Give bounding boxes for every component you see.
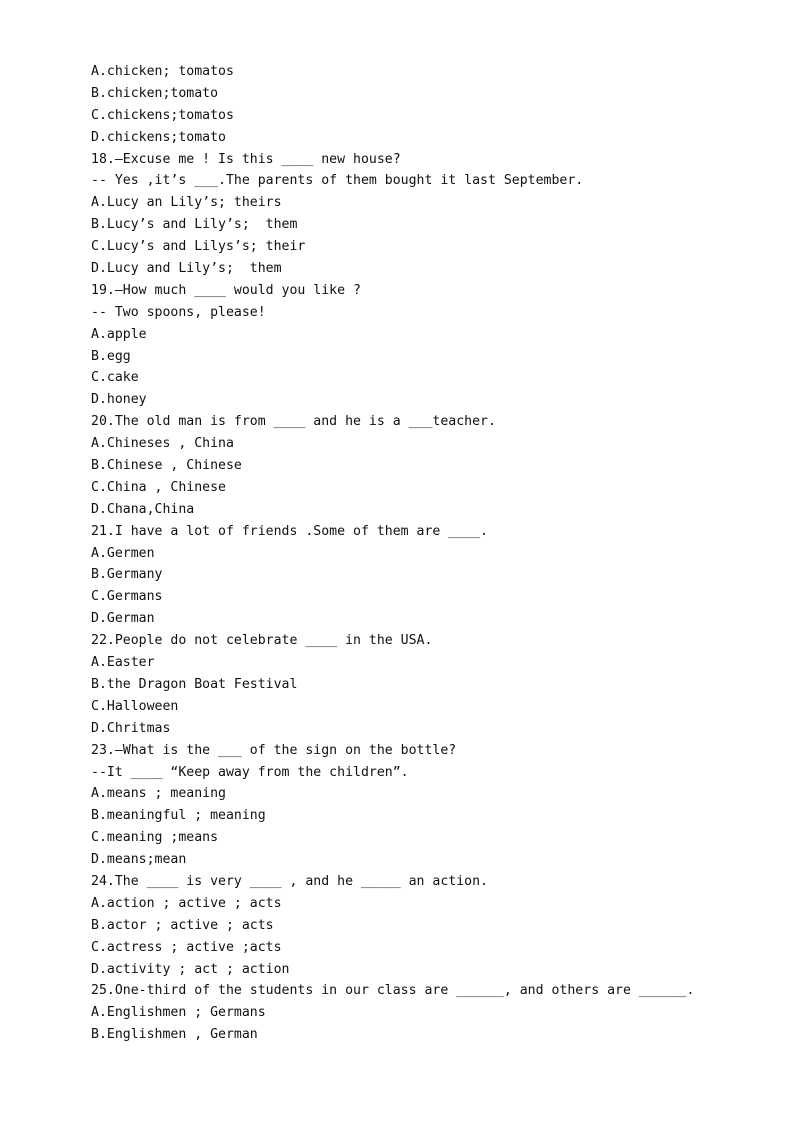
question-18-reply: -- Yes ,it’s ___.The parents of them bought it last September. bbox=[91, 173, 584, 189]
option-18-b: B.Lucy’s and Lily’s; them bbox=[91, 217, 298, 233]
option-24-c: C.actress ; active ;acts bbox=[91, 939, 282, 955]
option-17-c: C.chickens;tomatos bbox=[91, 107, 234, 123]
question-21-prompt: 21.I have a lot of friends .Some of them are ____. bbox=[91, 523, 488, 539]
option-20-a: A.Chineses , China bbox=[91, 436, 234, 452]
option-19-c: C.cake bbox=[91, 370, 139, 386]
option-17-d: D.chickens;tomato bbox=[91, 129, 226, 145]
question-19-reply: -- Two spoons, please! bbox=[91, 304, 266, 320]
question-23-prompt: 23.—What is the ___ of the sign on the bottle? bbox=[91, 742, 457, 758]
option-19-d: D.honey bbox=[91, 392, 147, 408]
option-21-c: C.Germans bbox=[91, 589, 163, 605]
option-22-d: D.Chritmas bbox=[91, 720, 171, 736]
option-20-d: D.Chana,China bbox=[91, 501, 195, 517]
question-23-reply: --It ____ “Keep away from the children”. bbox=[91, 764, 409, 780]
option-21-d: D.German bbox=[91, 611, 155, 627]
option-17-b: B.chicken;tomato bbox=[91, 85, 219, 101]
option-24-d: D.activity ; act ; action bbox=[91, 961, 290, 977]
option-25-b: B.Englishmen , German bbox=[91, 1027, 258, 1043]
option-22-a: A.Easter bbox=[91, 655, 155, 671]
document-body bbox=[91, 61, 771, 1046]
question-25-prompt: 25.One-third of the students in our class are ______, and others are ______. bbox=[91, 983, 695, 999]
option-20-b: B.Chinese , Chinese bbox=[91, 458, 242, 474]
option-23-a: A.means ; meaning bbox=[91, 786, 226, 802]
question-19-prompt: 19.—How much ____ would you like ? bbox=[91, 282, 361, 298]
option-22-b: B.the Dragon Boat Festival bbox=[91, 676, 298, 692]
question-24-prompt: 24.The ____ is very ____ , and he _____ an action. bbox=[91, 873, 488, 889]
option-24-a: A.action ; active ; acts bbox=[91, 895, 282, 911]
option-20-c: C.China , Chinese bbox=[91, 479, 226, 495]
option-25-a: A.Englishmen ; Germans bbox=[91, 1005, 266, 1021]
option-23-b: B.meaningful ; meaning bbox=[91, 808, 266, 824]
option-21-a: A.Germen bbox=[91, 545, 155, 561]
option-19-a: A.apple bbox=[91, 326, 147, 342]
option-18-c: C.Lucy’s and Lilys’s; their bbox=[91, 239, 306, 255]
option-24-b: B.actor ; active ; acts bbox=[91, 917, 274, 933]
option-23-d: D.means;mean bbox=[91, 852, 187, 868]
option-22-c: C.Halloween bbox=[91, 698, 179, 714]
option-18-d: D.Lucy and Lily’s; them bbox=[91, 261, 282, 277]
option-17-a: A.chicken; tomatos bbox=[91, 64, 234, 79]
option-19-b: B.egg bbox=[91, 348, 131, 364]
option-21-b: B.Germany bbox=[91, 567, 163, 583]
option-18-a: A.Lucy an Lily’s; theirs bbox=[91, 195, 282, 211]
question-22-prompt: 22.People do not celebrate ____ in the USA. bbox=[91, 633, 433, 649]
option-23-c: C.meaning ;means bbox=[91, 830, 219, 846]
question-20-prompt: 20.The old man is from ____ and he is a ___teacher. bbox=[91, 414, 496, 430]
question-18-prompt: 18.—Excuse me ! Is this ____ new house? bbox=[91, 151, 401, 167]
